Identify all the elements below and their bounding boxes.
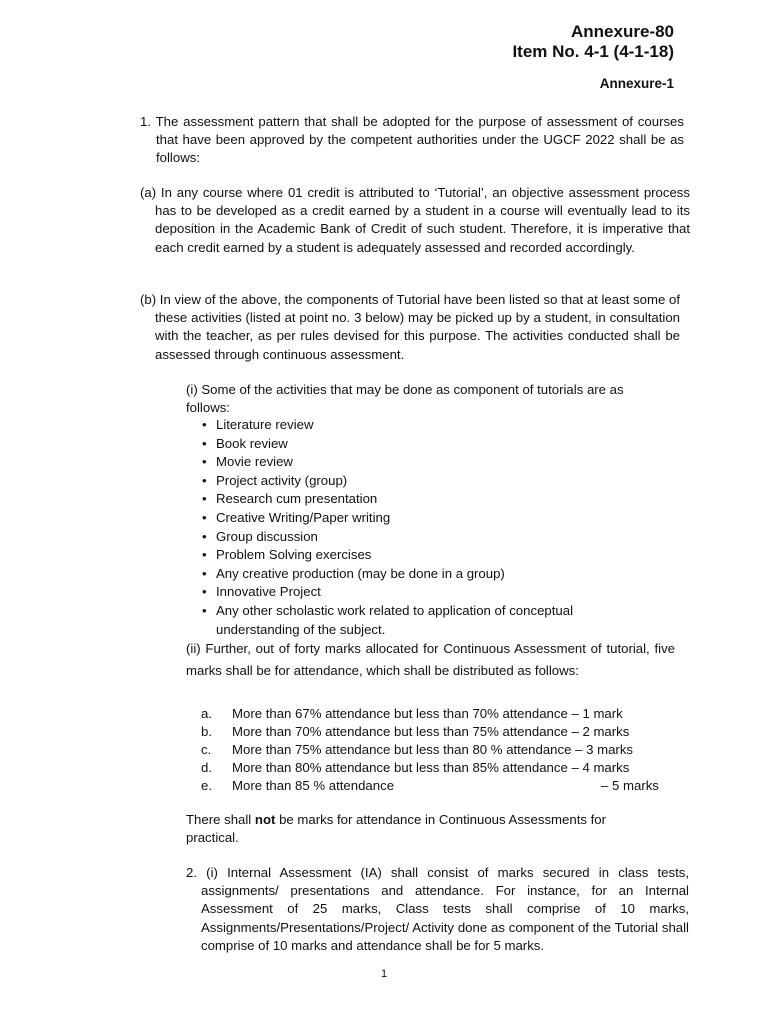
bullet-icon: • [202, 435, 207, 451]
annexure-subtitle: Annexure-1 [599, 76, 674, 91]
bullet-icon: • [202, 547, 207, 563]
list-item: • Project activity (group) [200, 472, 620, 491]
paragraph-a: (a) In any course where 01 credit is attributed to ‘Tutorial’, an objective assessment process has to be developed as a credit earned by a student in a course will eventually lead to its deposition in the Academic Bank of Credit of such student. Therefore, it is imperative that each credit earned by a student is adequately assessed and recorded accordingly. [140, 185, 690, 255]
bullet-icon: • [202, 602, 207, 618]
list-item: • Any creative production (may be done in a group) [200, 565, 620, 584]
activities-intro: (i) Some of the activities that may be done as component of tutorials are as follows: [186, 382, 624, 416]
section-1-paragraph: 1. The assessment pattern that shall be adopted for the purpose of assessment of courses that have been approved by the competent authorities under the UGCF 2022 shall be as follows: [140, 114, 684, 166]
bullet-icon: • [202, 491, 207, 507]
bullet-icon: • [202, 454, 207, 470]
list-item: • Innovative Project [200, 583, 620, 602]
item-number: Item No. 4-1 (4-1-18) [512, 42, 674, 61]
row-letter: c. [201, 741, 212, 757]
list-item: • Problem Solving exercises [200, 546, 620, 565]
row-text: More than 67% attendance but less than 70% attendance – 1 mark [232, 706, 623, 721]
attendance-row [201, 741, 671, 759]
attendance-intro: (ii) Further, out of forty marks allocated for Continuous Assessment of tutorial, five marks shall be for attendance, which shall be distributed as follows: [186, 641, 675, 679]
row-letter: a. [201, 706, 212, 721]
list-item: • Literature review [200, 416, 620, 435]
bullet-icon: • [202, 509, 207, 525]
bullet-icon: • [202, 472, 207, 488]
row-letter: b. [201, 723, 212, 739]
bullet-icon: • [202, 417, 207, 432]
annexure-title: Annexure-80 [571, 22, 674, 41]
list-item: • Group discussion [200, 528, 620, 547]
list-item: • Any other scholastic work related to application of conceptual understanding of the subject. [202, 602, 573, 637]
row-text: More than 85 % attendance [232, 777, 395, 793]
attendance-row [201, 759, 671, 777]
attendance-row [201, 705, 671, 723]
page-number: 1 [380, 968, 388, 980]
attendance-list [201, 705, 671, 794]
section-2-paragraph: 2. (i) Internal Assessment (IA) shall consist of marks secured in class tests, assignments/ presentations and attendance. For instance, for an Internal Assessment of 25 marks, Class tests shall comprise of 10 marks, Assignments/Presentations/Project/ Activity done as component of the Tutorial shall comprise of 10 marks and attendance shall be for 5 marks. [186, 865, 689, 953]
attendance-row [201, 723, 671, 741]
row-text: More than 75% attendance but less than 80 % attendance – 3 marks [232, 741, 634, 757]
practical-note: There shall not be marks for attendance in Continuous Assessments for practical. [186, 812, 607, 846]
activities-list [200, 416, 620, 639]
bullet-icon: • [202, 528, 207, 544]
row-marks: – 5 marks [601, 777, 659, 793]
list-item: • Creative Writing/Paper writing [200, 509, 620, 528]
paragraph-b: (b) In view of the above, the components of Tutorial have been listed so that at least some of these activities (listed at point no. 3 below) may be picked up by a student, in consultation with the teacher, as per rules devised for this purpose. The activities conducted shall be assessed through continuous assessment. [140, 292, 680, 362]
emphasis-not: not [254, 812, 276, 827]
bullet-icon: • [202, 565, 207, 581]
list-item: • Movie review [200, 453, 620, 472]
row-text: More than 80% attendance but less than 85% attendance – 4 marks [232, 759, 630, 775]
attendance-row [201, 777, 671, 795]
bullet-icon: • [202, 584, 207, 600]
row-letter: e. [201, 777, 212, 793]
list-item: • Book review [200, 435, 620, 454]
list-item: • Research cum presentation [200, 490, 620, 509]
row-text: More than 70% attendance but less than 75% attendance – 2 marks [232, 723, 630, 739]
row-letter: d. [201, 759, 212, 775]
